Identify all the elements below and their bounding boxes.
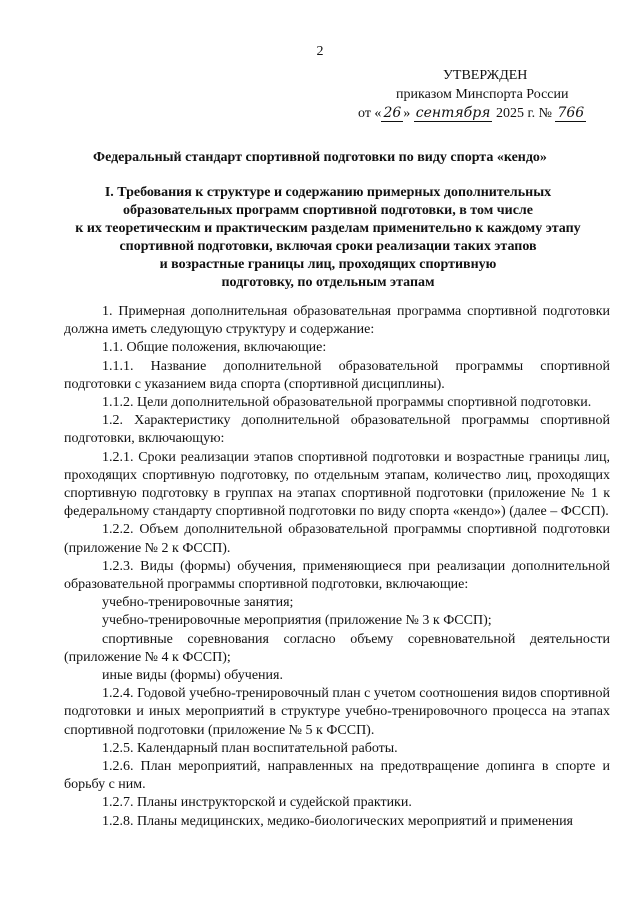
section-heading-line: I. Требования к структуре и содержанию примерных дополнительных <box>104 185 552 200</box>
paragraph: 1.1. Общие положения, включающие: <box>102 340 327 356</box>
paragraph: 1.2.5. Календарный план воспитательной работы. <box>102 740 398 756</box>
section-heading-line: к их теоретическим и практическим разделам применительно к каждому этапу <box>75 221 581 236</box>
section-heading <box>48 184 608 292</box>
date-year: 2025 г. № <box>495 106 552 121</box>
approval-heading: УТВЕРЖДЕН <box>443 68 528 83</box>
date-prefix: от « <box>358 106 382 121</box>
handwritten-number: 766 <box>557 105 585 121</box>
date-mid: » <box>403 106 411 121</box>
paragraph: 1. Примерная дополнительная образовательная программа спортивной подготовки должна иметь следующую структуру и содержание: <box>64 304 610 338</box>
handwritten-month: сентября <box>415 105 491 121</box>
handwritten-day: 26 <box>383 105 402 121</box>
section-heading-line: и возрастные границы лиц, проходящих спортивную <box>159 257 497 272</box>
paragraph: 1.1.2. Цели дополнительной образовательной программы спортивной подготовки. <box>102 395 592 411</box>
paragraph: иные виды (формы) обучения. <box>102 668 283 684</box>
paragraph: учебно-тренировочные занятия; <box>102 595 294 611</box>
paragraph: 1.2.2. Объем дополнительной образовательной программы спортивной подготовки (приложение № 2 к ФССП). <box>64 522 610 556</box>
section-heading-line: спортивной подготовки, включая сроки реализации таких этапов <box>119 239 537 254</box>
approval-date-line <box>358 104 628 123</box>
approval-block <box>358 66 628 123</box>
paragraph: 1.2.8. Планы медицинских, медико-биологических мероприятий и применения <box>102 813 573 829</box>
section-heading-line: образовательных программ спортивной подготовки, в том числе <box>123 203 533 218</box>
page-number: 2 <box>316 44 324 59</box>
paragraph: учебно-тренировочные мероприятия (приложение № 3 к ФССП); <box>102 613 492 629</box>
paragraph: спортивные соревнования согласно объему соревновательной деятельности (приложение № 4 к ФССП); <box>64 631 610 665</box>
paragraph: 1.2.7. Планы инструкторской и судейской практики. <box>102 795 412 811</box>
approval-order-line: приказом Минспорта России <box>396 87 569 102</box>
paragraph: 1.2.6. План мероприятий, направленных на предотвращение допинга в спорте и борьбу с ним. <box>64 759 610 793</box>
paragraph: 1.1.1. Название дополнительной образовательной программы спортивной подготовки с указанием вида спорта (спортивной дисциплины). <box>64 358 610 392</box>
document-body <box>64 303 610 831</box>
paragraph: 1.2.1. Сроки реализации этапов спортивной подготовки и возрастные границы лиц, проходящих спортивную подготовку, по отдельным этапам, количество лиц, проходящих спортивную подготовку в группах на этапах спортивной подготовки (приложение № 1 к федеральному стандарту спортивной подготовки по виду спорта «кендо») (далее – ФССП). <box>64 449 610 520</box>
document-title: Федеральный стандарт спортивной подготовки по виду спорта «кендо» <box>93 150 547 165</box>
paragraph: 1.2.3. Виды (формы) обучения, применяющиеся при реализации дополнительной образовательной программы спортивной подготовки, включающие: <box>64 558 610 593</box>
paragraph: 1.2.4. Годовой учебно-тренировочный план с учетом соотношения видов спортивной подготовки и иных мероприятий в структуре учебно-тренировочного процесса на этапах спортивной подготовки (приложение № 5 к ФССП). <box>64 686 610 738</box>
paragraph: 1.2. Характеристику дополнительной образовательной программы спортивной подготовки, включающую: <box>64 413 610 447</box>
section-heading-line: подготовку, по отдельным этапам <box>221 275 435 290</box>
